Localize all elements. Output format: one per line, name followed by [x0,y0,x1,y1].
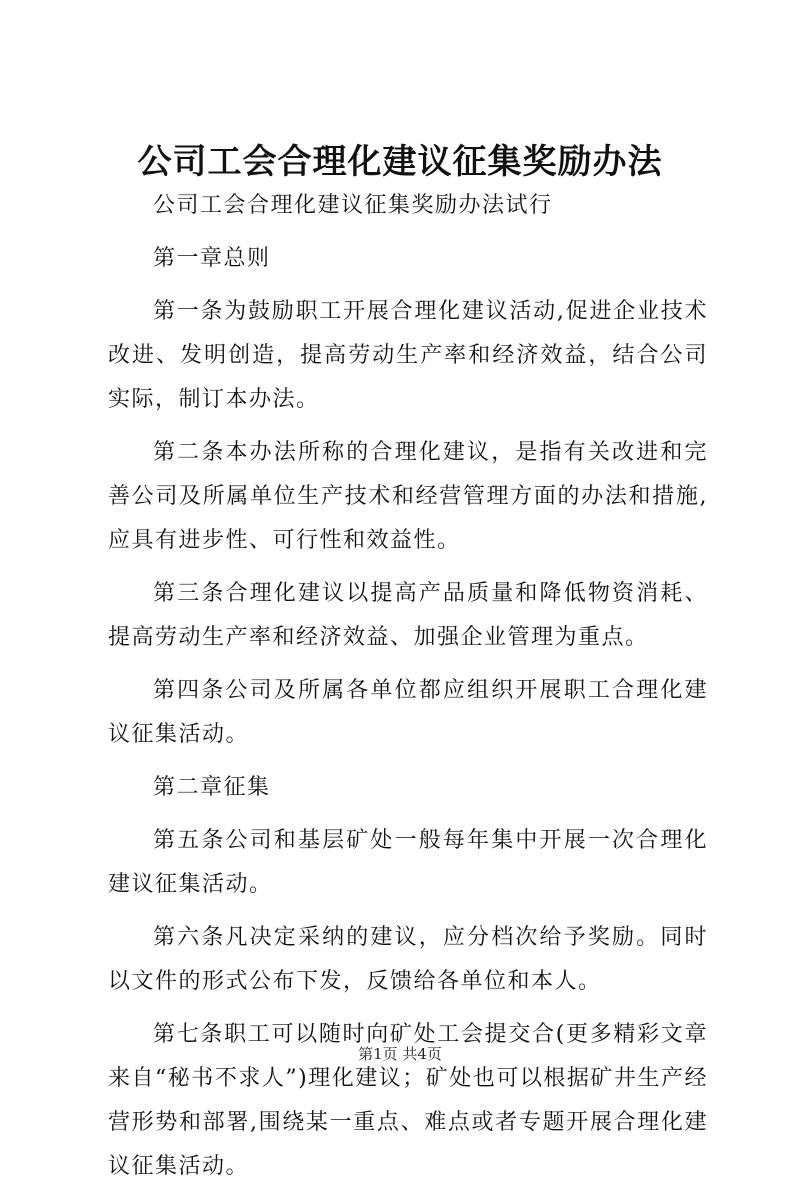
document-title: 公司工会合理化建议征集奖励办法 [137,142,663,182]
chapter-heading-2: 第二章征集 [153,775,271,800]
article-3: 第三条合理化建议以提高产品质量和降低物资消耗、提高劳动生产率和经济效益、加强企业管理为重点。 [108,581,708,650]
paragraph-subtitle: 公司工会合理化建议征集奖励办法试行 [153,193,553,218]
article-6: 第六条凡决定采纳的建议，应分档次给予奖励。同时以文件的形式公布下发，反馈给各单位和本人。 [108,925,708,994]
page-footer: 第1页 共4页 [358,1045,442,1063]
article-2: 第二条本办法所称的合理化建议，是指有关改进和完善公司及所属单位生产技术和经营管理方面的办法和措施,应具有进步性、可行性和效益性。 [108,440,708,553]
article-1: 第一条为鼓励职工开展合理化建议活动,促进企业技术改进、发明创造，提高劳动生产率和经济效益，结合公司实际，制订本办法。 [108,299,708,412]
article-5: 第五条公司和基层矿处一般每年集中开展一次合理化建议征集活动。 [108,828,708,897]
chapter-heading-1: 第一章总则 [153,246,271,271]
article-7: 第七条职工可以随时向矿处工会提交合(更多精彩文章来自“秘书不求人”)理化建议；矿处也可以根据矿井生产经营形势和部署,围绕某一重点、难点或者专题开展合理化建议征集活动。 [108,1022,708,1179]
article-4: 第四条公司及所属各单位都应组织开展职工合理化建议征集活动。 [108,678,708,747]
